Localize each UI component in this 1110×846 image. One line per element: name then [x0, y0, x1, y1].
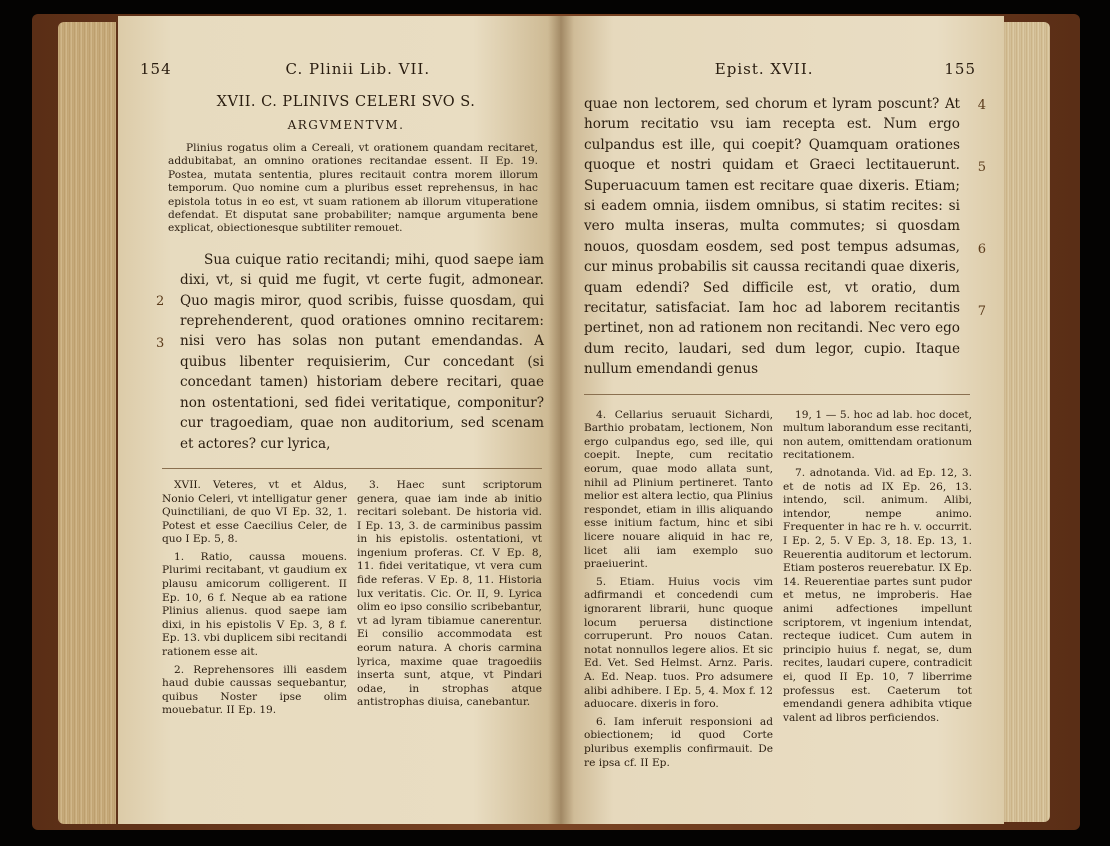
- left-running-title: C. Plinii Lib. VII.: [285, 60, 431, 78]
- margin-number: 6: [977, 242, 986, 257]
- argument-summary: [168, 142, 538, 236]
- left-footnotes: [162, 479, 542, 722]
- notes-divider: [584, 394, 970, 395]
- footnote: 2. Reprehensores illi easdem haud dubie caussas sequebantur, quibus Noster ipse olim mouebatur. II Ep. 19.: [162, 663, 347, 717]
- left-running-head: [140, 60, 552, 78]
- right-footnotes: [584, 409, 972, 774]
- footnote: 6. Iam inferuit responsioni ad obiectionem; id quod Corte pluribus exemplis confirmauit. De re ipsa cf. II Ep.: [584, 715, 773, 769]
- page-edges-right: [1000, 22, 1050, 822]
- footnote: 7. adnotanda. Vid. ad Ep. 12, 3. et de notis ad IX Ep. 26, 13. intendo, scil. animum. Alibi, intendor, nempe animo. Frequenter in hac re h. v. occurrit. I Ep. 2, 5. V Ep. 3, 18. Ep. 13, 1. Reuerentia auditorum et lectorum. Etiam posteros reuerebatur. IX Ep. 14. Reuerentiae partes sunt pudor et metus, ne improberis. Hae animi adfectiones impellunt scriptorem, vt ingenium intendat, recteque iudicet. Cum autem in principio huius f. negat, se, dum recites, laudari cupere, contradicit ei, quod II Ep. 10, 7 liberrime professus est. Caeterum tot emendandi genera adhibita vtique valent ad libros perficiendos.: [783, 467, 972, 724]
- right-page: [560, 16, 1004, 824]
- footnote: XVII. Veteres, vt et Aldus, Nonio Celeri, vt intelligatur gener Quinctiliani, de quo VI Ep. 32, 1. Potest et esse Caecilius Celer, de quo I Ep. 5, 8.: [162, 478, 347, 546]
- left-page: [118, 16, 562, 824]
- page-edges-left: [58, 22, 116, 824]
- book-gutter: [548, 16, 574, 824]
- margin-number: 5: [977, 160, 986, 175]
- footnote-column-1: [162, 479, 347, 722]
- left-page-number: 154: [140, 60, 172, 78]
- margin-number: 2: [156, 293, 165, 309]
- main-paragraph: quae non lectorem, sed chorum et lyram poscunt? At horum recitatio vsu iam recepta est. Num ergo culpandus est ille, qui coepit? Quamquam orationes quoque et nostri quidam et Graeci lectitauerunt. Superuacuum tamen est recitare quae dixeris. Etiam; si eadem omnia, iisdem omnibus, si statim recites: si vero multa inseras, multa commutes; si quosdam nouos, quosdam eosdem, sed post tempus adsumas, cur minus probabilis sit caussa recitandi quae dixeris, quam edendi? Sed difficile est, vt oratio, dum recitatur, satisfaciat. Iam hoc ad laborem recitantis pertinet, non ad rationem non recitandi. Nec vero ego dum recito, laudari, sed dum legor, cupio. Itaque nullum emendandi genus: [584, 96, 960, 378]
- letter-title: XVII. C. PLINIVS CELERI SVO S.: [216, 94, 476, 110]
- right-running-title: Epist. XVII.: [714, 60, 814, 78]
- margin-number: 3: [156, 335, 165, 351]
- argument-heading: ARGVMENTVM.: [287, 118, 405, 132]
- footnote-column-2: [783, 409, 972, 774]
- footnote-column-1: [584, 409, 773, 774]
- right-running-head: [570, 60, 994, 78]
- margin-number: 7: [977, 304, 986, 319]
- argument-text: Plinius rogatus olim a Cereali, vt orationem quandam recitaret, addubitabat, an omnino orationes recitandae essent. II Ep. 19. Postea, mutata sententia, plures recitauit contra morem illorum temporum. Quo nomine cum a pluribus esset reprehensus, in hac epistola totus in eo est, vt suam rationem ab illorum vituperatione defendat. Et disputat sane probabiliter; namque argumenta bene explicat, obiectionesque subtiliter remouet.: [168, 142, 538, 235]
- footnote: 19, 1 — 5. hoc ad lab. hoc docet, multum laborandum esse recitanti, non autem, omittendam orationum recitationem.: [783, 408, 972, 462]
- margin-number: 4: [977, 98, 986, 113]
- notes-divider: [162, 468, 542, 469]
- left-main-text: [156, 250, 544, 454]
- footnote: 3. Haec sunt scriptorum genera, quae iam inde ab initio recitari solebant. De historia vid. I Ep. 13, 3. de carminibus passim in his epistolis. ostentationi, vt ingenium proferas. Cf. V Ep. 8, 11. fidei veritatique, vt vera cum fide referas. V Ep. 8, 11. Historia lux veritatis. Cic. Or. II, 9. Lyrica olim eo ipso consilio scribebantur, vt ad lyram tibiamue canerentur. Ei consilio accommodata est eorum natura. A choris carmina lyrica, maxime quae tragoediis inserta sunt, atque, vt Pindari odae, in strophas atque antistrophas diuisa, canebantur.: [357, 478, 542, 709]
- footnote: 1. Ratio, caussa mouens. Plurimi recitabant, vt gaudium ex plausu amicorum colligerent. II Ep. 10, 6 f. Neque ab ea ratione Plinius alienus. quod saepe iam dixi, in his epistolis V Ep. 3, 8 f. Ep. 13. vbi duplicem sibi recitandi rationem esse ait.: [162, 550, 347, 659]
- right-page-number: 155: [944, 60, 976, 78]
- main-paragraph: Sua cuique ratio recitandi; mihi, quod saepe iam dixi, vt, si quid me fugit, vt certe fugit, admonear. Quo magis miror, quod scribis, fuisse quosdam, qui reprehenderent, quod orationes omnino recitarem: nisi vero has solas non putant emendandas. A quibus libenter requisierim, Cur concedant (si concedant tamen) historiam debere recitari, quae non ostentationi, sed fidei veritatique, componitur? cur tragoediam, quae non auditorium, sed scenam et actores? cur lyrica,: [180, 251, 544, 452]
- right-main-text: [584, 94, 986, 380]
- footnote: 4. Cellarius seruauit Sichardi, Barthio probatam, lectionem, Non ergo culpandus ego, sed ille, qui coepit. Inepte, cum recitatio eorum, quae modo allata sunt, nihil ad Plinium pertineret. Tanto melior est altera lectio, qua Plinius respondet, etiam in illis aliquando esse initium factum, hinc et sibi licere nouare aliquid in hac re, licet alii iam exemplo suo praeiuerint.: [584, 408, 773, 571]
- footnote-column-2: [357, 479, 542, 722]
- footnote: 5. Etiam. Huius vocis vim adfirmandi et concedendi cum ignorarent librarii, hunc quoque locum peruersa distinctione corruperunt. Pro nouos Catan. notat nonnullos legere alios. Et sic Ed. Vet. Sed Helmst. Arnz. Paris. A. Ed. Neap. tuos. Pro adsumere alibi adhibere. I Ep. 5, 4. Mox f. 12 aduocare. dixeris in foro.: [584, 575, 773, 711]
